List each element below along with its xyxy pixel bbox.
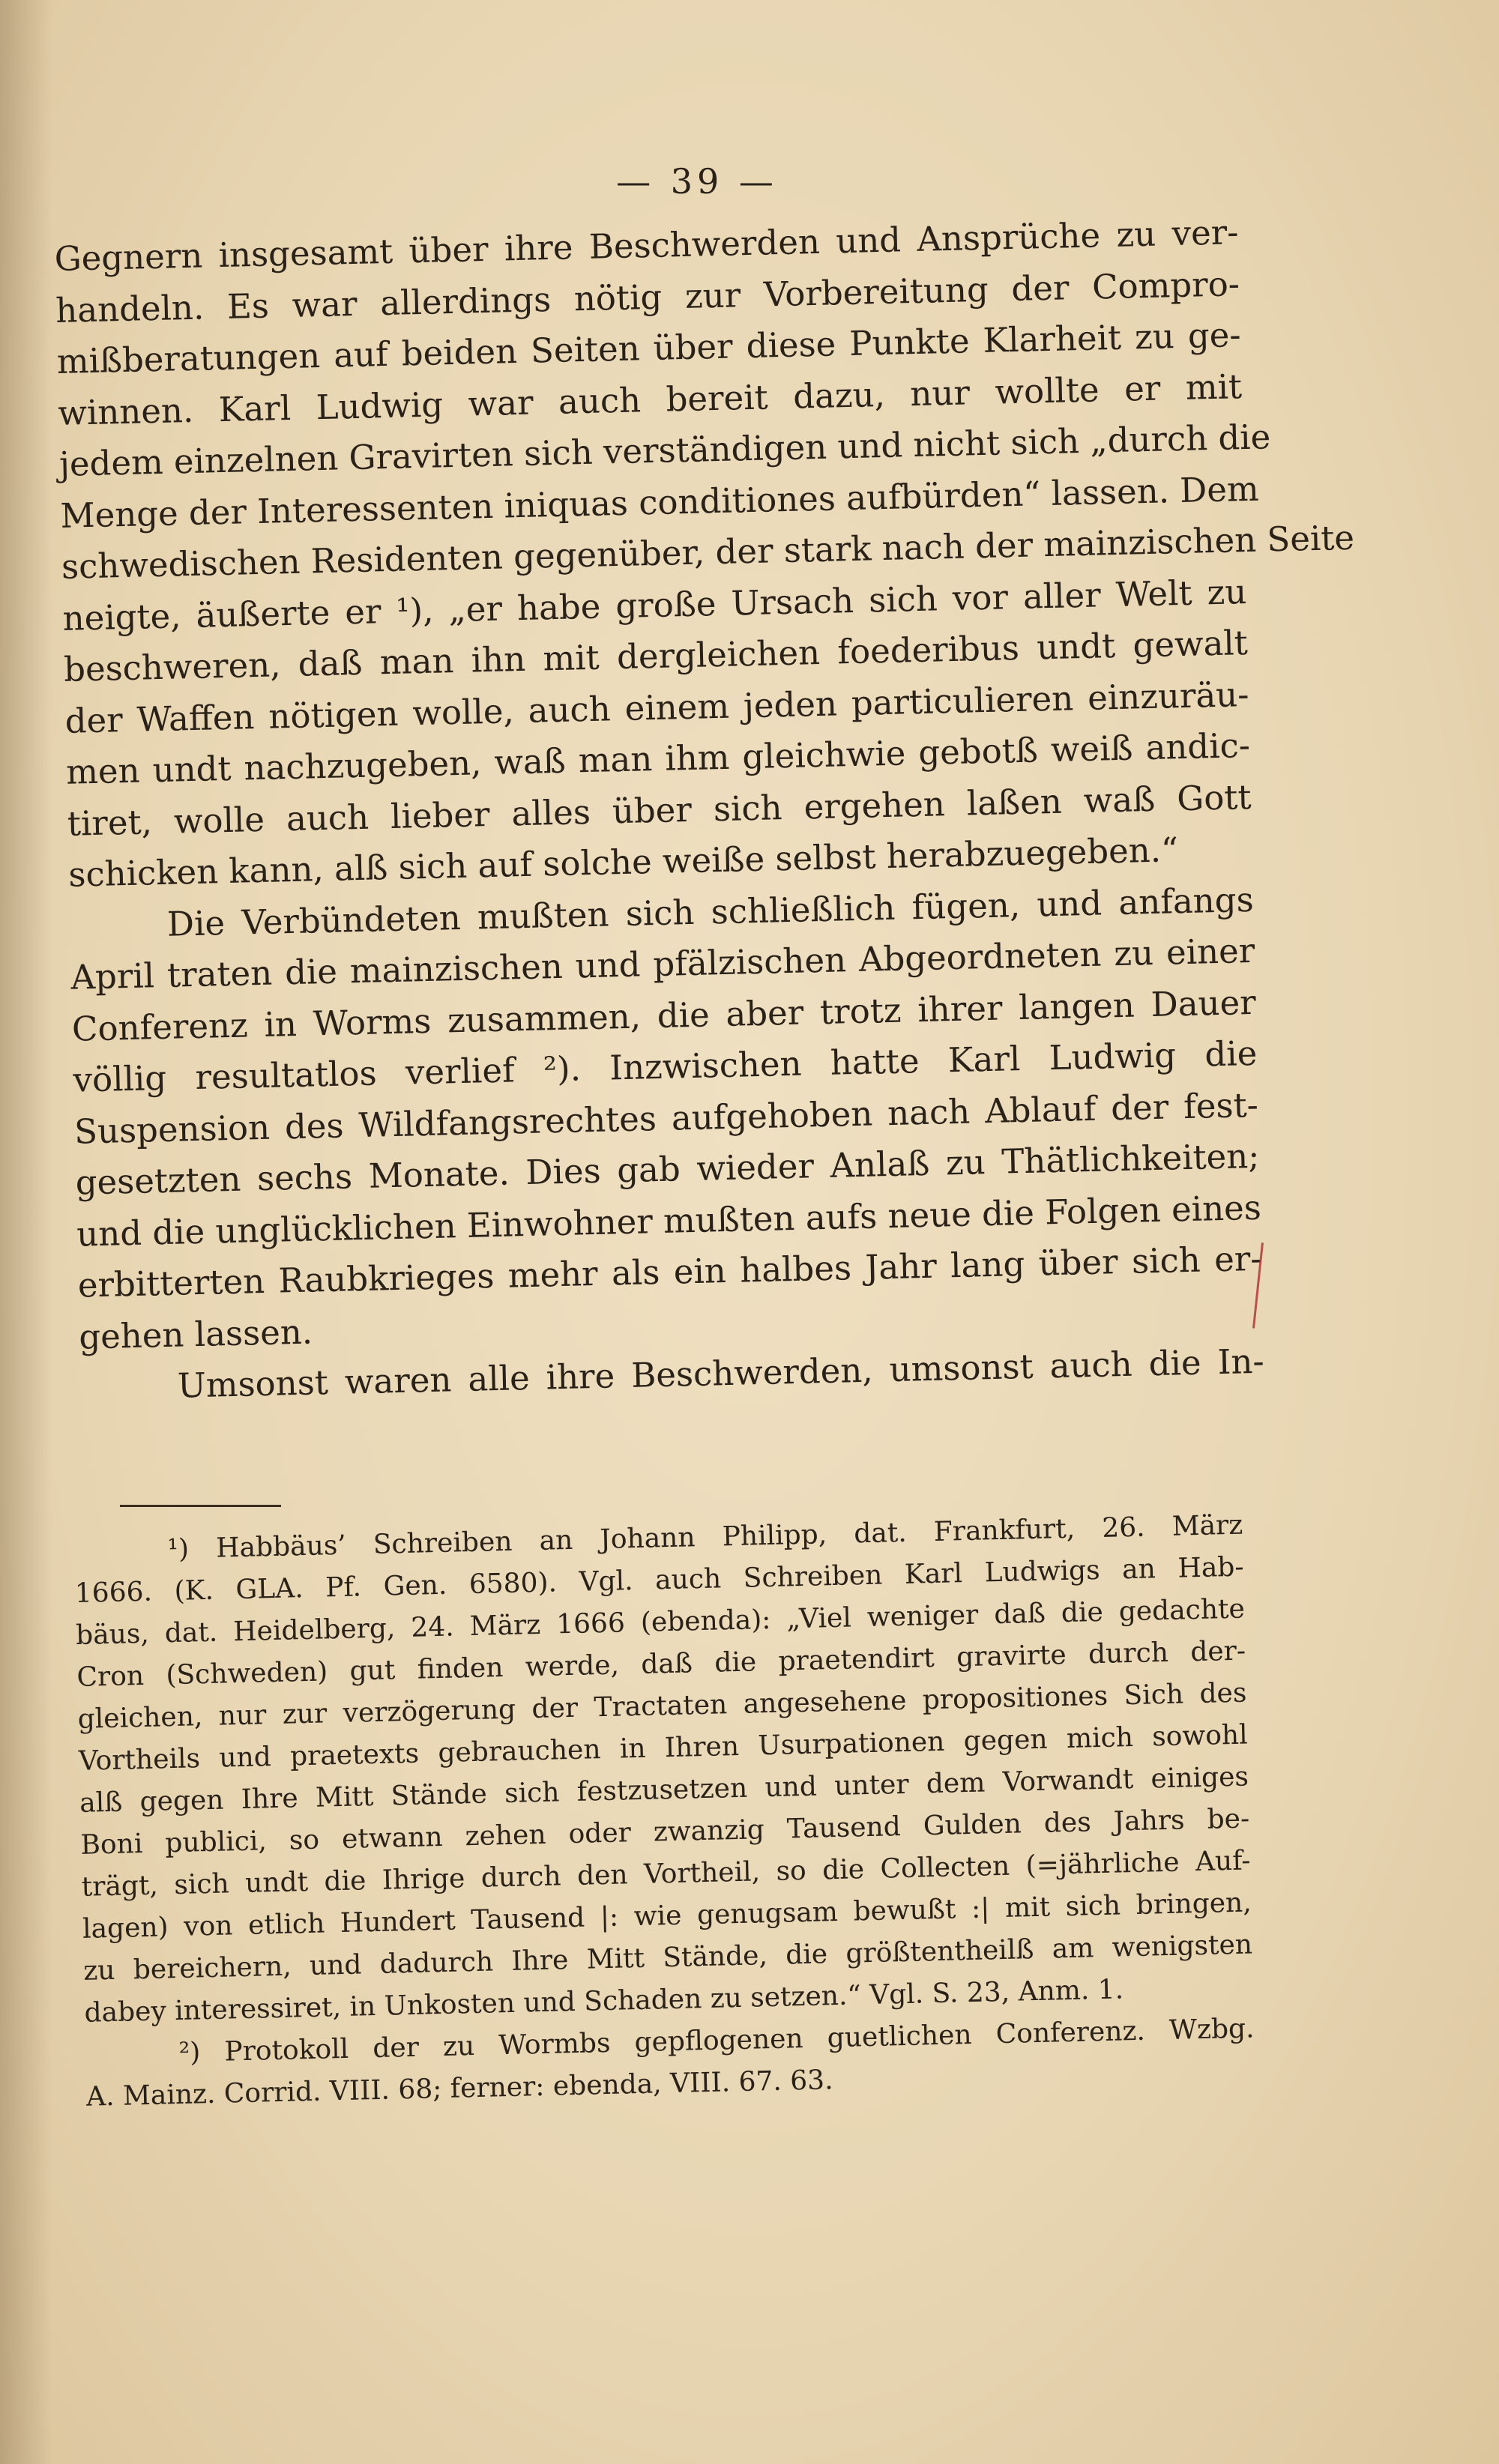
footnote-divider [120,1505,281,1507]
body-line: gehen lassen. [78,1311,313,1357]
footnote-line: dabey interessiret, in Unkosten und Schaden zu setzen.“ Vgl. S. 23, Anm. 1. [84,1974,1124,2029]
body-line: men undt nachzugeben, waß man ihm gleichwie gebotß weiß andic- [65,725,1251,792]
footnote-line: zu bereichern, und dadurch Ihre Mitt Stände, die größtentheilß am wenigsten [82,1929,1253,1987]
body-line: mißberatungen auf beiden Seiten über diese Punkte Klarheit zu ge- [56,315,1242,381]
body-line: April traten die mainzischen und pfälzischen Abgeordneten zu einer [70,930,1255,997]
body-line: Die Verbündeten mußten sich schließlich fügen, und anfangs [166,879,1255,944]
spine-shadow [0,0,52,2464]
body-text [54,207,1355,1414]
body-line: Menge der Interessenten iniquas conditiones aufbürden“ lassen. Dem [59,468,1260,536]
body-line: erbitterten Raubkrieges mehr als ein halbes Jahr lang über sich er- [77,1238,1263,1305]
footnote-line: ¹) Habbäus’ Schreiben an Johann Philipp, dat. Frankfurt, 26. März [167,1509,1243,1565]
body-line: schicken kann, alß sich auf solche weiße selbst herabzuegeben.“ [67,830,1179,895]
footnote-line: alß gegen Ihre Mitt Stände sich festzusetzen und unter dem Vorwandt einiges [79,1761,1249,1819]
body-line: jedem einzelnen Gravirten sich verständigen und nicht sich „durch die [58,417,1271,484]
footnote-line: 1666. (K. GLA. Pf. Gen. 6580). Vgl. auch Schreiben Karl Ludwigs an Hab- [74,1551,1244,1609]
body-line: winnen. Karl Ludwig war auch bereit dazu, nur wollte er mit [57,366,1243,433]
body-line: beschweren, daß man ihn mit dergleichen foederibus undt gewalt [63,623,1249,689]
footnote-line: Cron (Schweden) gut finden werde, daß die praetendirt gravirte durch der- [76,1635,1246,1693]
footnote-line: A. Mainz. Corrid. VIII. 68; ferner: ebenda, VIII. 67. 63. [85,2065,833,2113]
body-line: und die unglücklichen Einwohner mußten aufs neue die Folgen eines [76,1187,1262,1254]
body-line: völlig resultatlos verlief ²). Inzwischen hatte Karl Ludwig die [73,1033,1258,1100]
body-line: tiret, wolle auch lieber alles über sich ergehen laßen waß Gott [67,776,1252,844]
footnote-line: trägt, sich undt die Ihrige durch den Vortheil, so die Collecten (=jährliche Auf- [81,1845,1251,1903]
body-line: Suspension des Wildfangsrechtes aufgehoben nach Ablauf der fest- [73,1084,1259,1152]
page-number: — 39 — [616,161,778,202]
body-line: der Waffen nötigen wolle, auch einem jeden particulieren einzuräu- [64,674,1249,741]
footnote-line: bäus, dat. Heidelberg, 24. März 1666 (ebenda): „Viel weniger daß die gedachte [75,1593,1246,1651]
footnote-line: Vortheils und praetexts gebrauchen in Ihren Usurpationen gegen mich sowohl [78,1719,1249,1777]
body-line: Umsonst waren alle ihre Beschwerden, umsonst auch die In- [177,1341,1265,1406]
body-line: handeln. Es war allerdings nötig zur Vorbereitung der Compro- [55,263,1240,330]
body-line: Conferenz in Worms zusammen, die aber trotz ihrer langen Dauer [71,982,1257,1049]
body-line: Gegnern insgesamt über ihre Beschwerden und Ansprüche zu ver- [54,212,1239,279]
body-line: schwedischen Residenten gegenüber, der stark nach der mainzischen Seite [61,517,1355,587]
body-line: neigte, äußerte er ¹), „er habe große Ursach sich vor aller Welt zu [62,571,1247,638]
footnote-line: lagen) von etlich Hundert Tausend |: wie genugsam bewußt :| mit sich bringen, [82,1887,1252,1945]
body-line: gesetzten sechs Monate. Dies gab wieder Anlaß zu Thätlichkeiten; [75,1135,1260,1203]
footnote-line: ²) Protokoll der zu Wormbs gepflogenen guetlichen Conferenz. Wzbg. [178,2013,1255,2068]
footnotes [73,1505,1255,2119]
footnote-line: gleichen, nur zur verzögerung der Tractaten angesehene propositiones Sich des [77,1677,1247,1735]
footnote-line: Boni publici, so etwann zehen oder zwanzig Tausend Gulden des Jahrs be- [80,1803,1250,1861]
